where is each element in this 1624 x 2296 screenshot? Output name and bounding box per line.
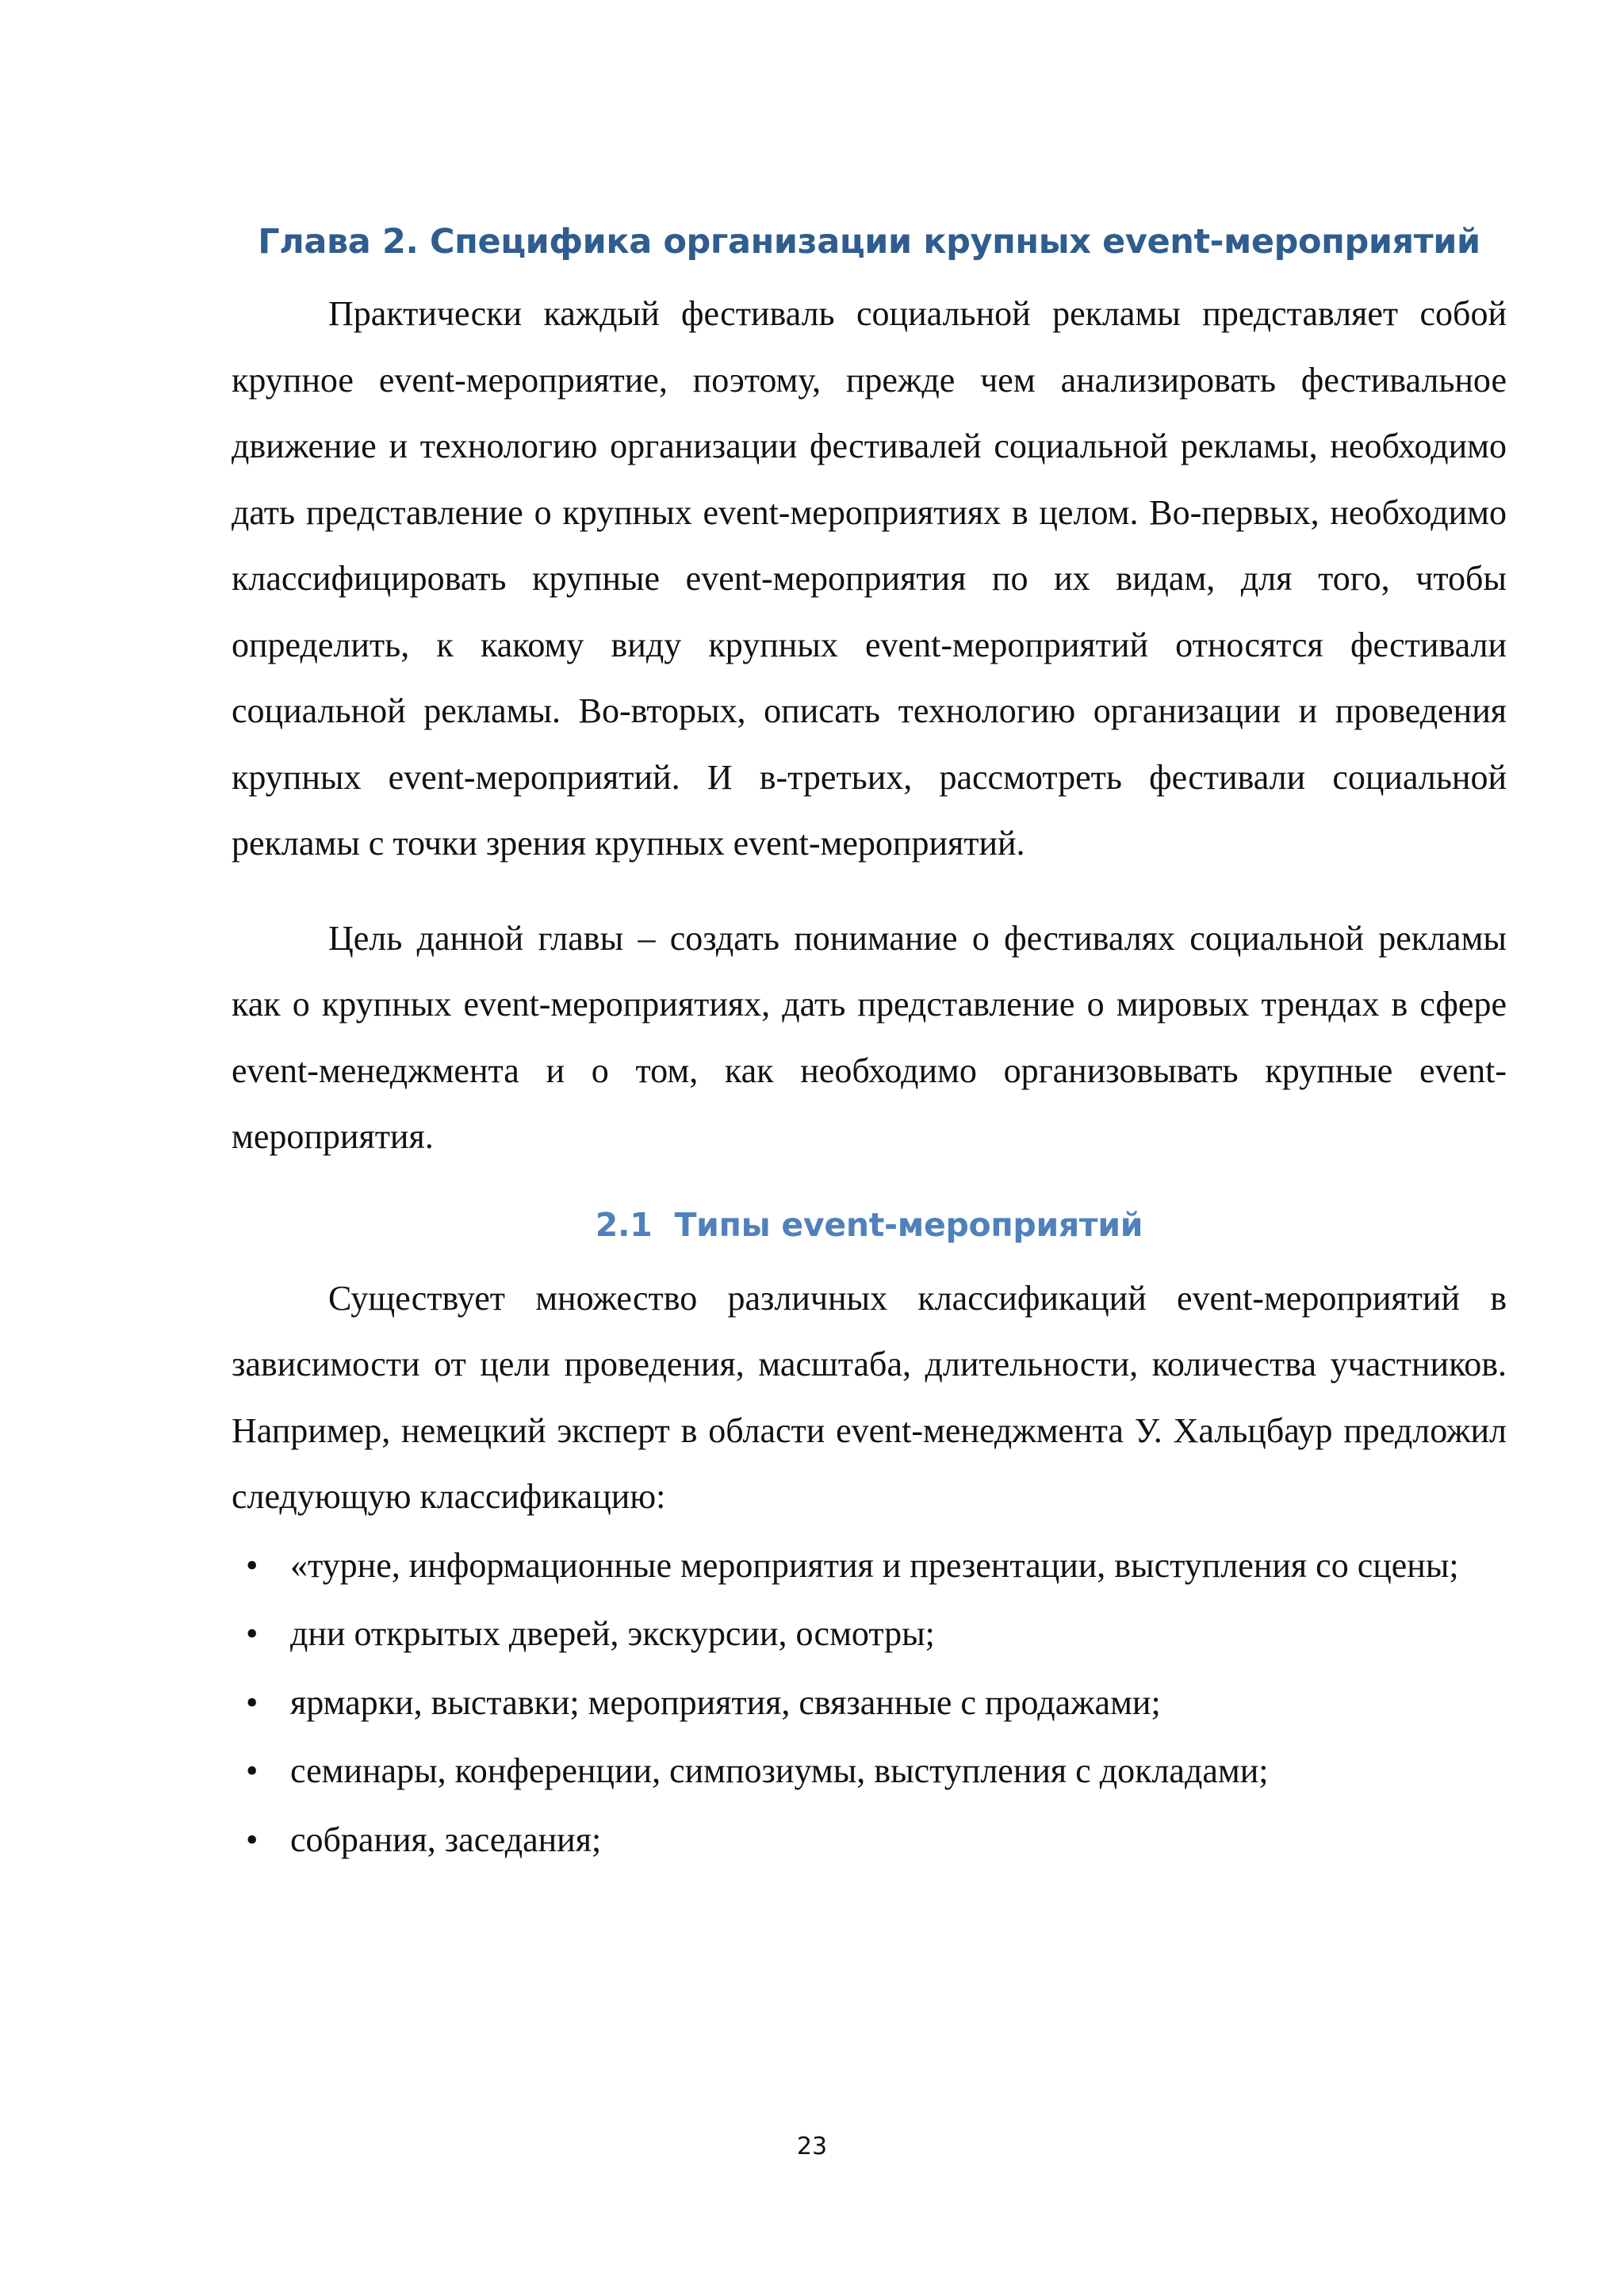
- section-paragraph-1: Существует множество различных классификаций event-мероприятий в зависимости от цели проведения, масштаба, длительности, количества участников. Например, немецкий эксперт в области event-менеджмента У. Хальцбаур предложил следующую классификацию:: [232, 1278, 1507, 1516]
- list-item-text: «турне, информационные мероприятия и презентации, выступления со сцены;: [290, 1545, 1459, 1585]
- page-number: 23: [796, 2133, 828, 2160]
- list-item: [232, 1807, 1507, 1873]
- list-item: [232, 1533, 1507, 1599]
- list-item: [232, 1738, 1507, 1804]
- bullet-icon: •: [246, 1682, 259, 1722]
- bullet-icon: •: [246, 1820, 259, 1859]
- bullet-icon: •: [246, 1545, 259, 1585]
- list-item: [232, 1670, 1507, 1736]
- list-item-text: собрания, заседания;: [290, 1820, 602, 1859]
- list-item-text: семинары, конференции, симпозиумы, выступления с докладами;: [290, 1751, 1269, 1790]
- classification-list: [232, 1533, 1507, 1873]
- bullet-icon: •: [246, 1751, 259, 1790]
- section-number: 2.1: [595, 1205, 653, 1244]
- list-item: [232, 1601, 1507, 1667]
- page-content: [232, 214, 1507, 1873]
- list-item-text: ярмарки, выставки; мероприятия, связанные с продажами;: [290, 1682, 1161, 1722]
- section-title-text: Типы event-мероприятий: [674, 1205, 1143, 1244]
- section-title: [232, 1199, 1507, 1251]
- intro-paragraph-2: Цель данной главы – создать понимание о фестивалях социальной рекламы как о крупных event-мероприятиях, дать представление о мировых трендах в сфере event-менеджмента и о том, как необходимо организовывать крупные event-мероприятия.: [232, 918, 1507, 1156]
- chapter-title: Глава 2. Специфика организации крупных event-мероприятий: [258, 222, 1480, 262]
- bullet-icon: •: [246, 1614, 259, 1653]
- list-item-text: дни открытых дверей, экскурсии, осмотры;: [290, 1614, 935, 1653]
- intro-paragraph-1: Практически каждый фестиваль социальной рекламы представляет собой крупное event-мероприятие, поэтому, прежде чем анализировать фестивальное движение и технологию организации фестивалей социальной рекламы, необходимо дать представление о крупных event-мероприятиях в целом. Во-первых, необходимо классифицировать крупные event-мероприятия по их видам, для того, чтобы определить, к какому виду крупных event-мероприятий относятся фестивали социальной рекламы. Во-вторых, описать технологию организации и проведения крупных event-мероприятий. И в-третьих, рассмотреть фестивали социальной рекламы с точки зрения крупных event-мероприятий.: [232, 294, 1507, 863]
